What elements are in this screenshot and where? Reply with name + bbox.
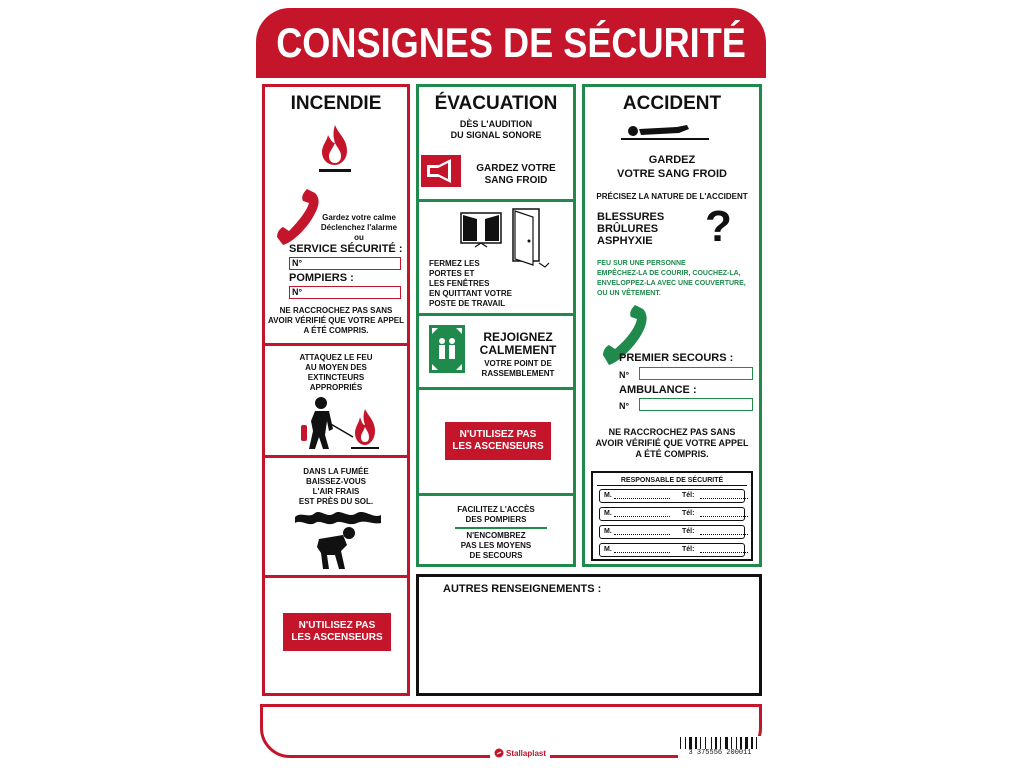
barcode-bar xyxy=(685,737,686,749)
barcode-bar xyxy=(720,737,721,749)
accident-heading: ACCIDENT xyxy=(622,93,722,114)
fire-person-text: FEU SUR UNE PERSONNE EMPÊCHEZ-LA DE COURIR, COUCHEZ-LA, ENVELOPPEZ-LA AVEC UNE COUVERTURE, OU UN VÊTEMENT. xyxy=(597,260,746,297)
divider xyxy=(419,199,573,202)
service-securite-label: SERVICE SÉCURITÉ : xyxy=(289,243,403,255)
flame-icon xyxy=(313,121,357,181)
pompiers-access-text: FACILITEZ L'ACCÈS DES POMPIERS xyxy=(457,505,535,524)
ambulance-label: AMBULANCE : xyxy=(619,384,697,396)
ambulance-field[interactable] xyxy=(639,398,753,411)
brand-logo: Stallaplast xyxy=(490,748,550,758)
pompiers-label: POMPIERS : xyxy=(289,272,354,284)
assembly-point-icon xyxy=(429,325,465,373)
barcode-bar xyxy=(756,737,757,749)
barcode-bar xyxy=(745,737,748,749)
barcode-bar xyxy=(693,737,694,749)
barcode-bar xyxy=(689,737,692,749)
siren-icon xyxy=(421,155,461,187)
incendie-heading: INCENDIE xyxy=(290,93,382,114)
barcode-bar xyxy=(754,737,755,749)
responsable-row[interactable]: M. Tél: xyxy=(599,543,745,557)
incendie-elevator-sign: N'UTILISEZ PAS LES ASCENSEURS xyxy=(283,613,391,651)
incendie-alarm-text: Gardez votre calme Déclenchez l'alarme ou xyxy=(320,213,398,242)
barcode-bar xyxy=(740,737,742,749)
barcode-bar xyxy=(718,737,719,749)
evacuation-elevator-sign: N'UTILISEZ PAS LES ASCENSEURS xyxy=(445,422,551,460)
divider xyxy=(455,527,547,529)
accident-column xyxy=(582,84,762,567)
accident-nature: PRÉCISEZ LA NATURE DE L'ACCIDENT xyxy=(596,192,748,201)
evacuation-calm: GARDEZ VOTRE SANG FROID xyxy=(476,163,556,186)
incendie-warning: NE RACCROCHEZ PAS SANS AVOIR VÉRIFIÉ QUE VOTRE APPEL A ÉTÉ COMPRIS. xyxy=(267,306,405,335)
barcode-bar xyxy=(707,737,710,749)
premier-secours-label: PREMIER SECOURS : xyxy=(619,352,734,364)
barcode-bar xyxy=(700,737,701,749)
barcode-bar xyxy=(705,737,706,749)
divider xyxy=(419,313,573,316)
responsable-securite-box xyxy=(591,471,753,561)
barcode-bar xyxy=(725,737,728,749)
close-doors-text: FERMEZ LES PORTES ET LES FENÊTRES EN QUITTANT VOTRE POSTE DE TRAVAIL xyxy=(429,259,512,308)
service-securite-field[interactable]: N° xyxy=(289,257,401,270)
barcode-bar xyxy=(743,737,744,749)
divider xyxy=(419,387,573,390)
safety-poster xyxy=(256,8,766,760)
premier-number-prefix: N° xyxy=(619,370,630,380)
barcode xyxy=(678,736,762,758)
barcode-bar xyxy=(736,737,737,749)
premier-secours-field[interactable] xyxy=(639,367,753,380)
barcode-bars xyxy=(680,737,761,749)
barcode-bar xyxy=(758,737,760,749)
accident-types: BLESSURES BRÛLURES ASPHYXIE xyxy=(597,211,665,247)
poster-title: CONSIGNES DE SÉCURITÉ xyxy=(276,19,746,66)
barcode-bar xyxy=(695,737,697,749)
barcode-bar xyxy=(698,737,699,749)
injured-person-icon xyxy=(621,121,709,143)
divider xyxy=(265,343,407,346)
responsable-row[interactable]: M. Tél: xyxy=(599,489,745,503)
responsable-title: RESPONSABLE DE SÉCURITÉ xyxy=(620,477,724,484)
question-mark: ? xyxy=(705,202,732,251)
evacuation-column xyxy=(416,84,576,567)
divider xyxy=(265,455,407,458)
accident-calm: GARDEZ VOTRE SANG FROID xyxy=(616,154,727,180)
evacuation-heading: ÉVACUATION xyxy=(434,93,558,114)
barcode-bar xyxy=(733,737,735,749)
evacuation-sub: DÈS L'AUDITION DU SIGNAL SONORE xyxy=(450,119,542,140)
barcode-bar xyxy=(729,737,730,749)
divider xyxy=(265,575,407,578)
rejoin-title: REJOIGNEZ CALMEMENT xyxy=(479,330,557,357)
attack-fire-text: ATTAQUEZ LE FEU AU MOYEN DES EXTINCTEURS APPROPRIÉS xyxy=(299,353,373,392)
autres-renseignements-box[interactable] xyxy=(416,574,762,696)
barcode-bar xyxy=(687,737,688,749)
barcode-bar xyxy=(702,737,704,749)
responsable-row[interactable]: M. Tél: xyxy=(599,507,745,521)
brand-logo-icon xyxy=(494,748,504,758)
barcode-bar xyxy=(682,737,684,749)
barcode-bar xyxy=(731,737,732,749)
title-banner xyxy=(256,8,766,78)
accident-warning: NE RACCROCHEZ PAS SANS AVOIR VÉRIFIÉ QUE VOTRE APPEL A ÉTÉ COMPRIS. xyxy=(595,427,749,459)
responsable-row[interactable]: M. Tél: xyxy=(599,525,745,539)
barcode-bar xyxy=(751,737,753,749)
barcode-bar xyxy=(738,737,739,749)
autres-label: AUTRES RENSEIGNEMENTS : xyxy=(443,583,602,595)
phone-icon xyxy=(591,303,651,375)
ambulance-number-prefix: N° xyxy=(619,401,630,411)
divider xyxy=(419,493,573,496)
crouching-person-icon xyxy=(291,511,387,575)
barcode-bar xyxy=(749,737,750,749)
incendie-column xyxy=(262,84,410,696)
barcode-bar xyxy=(715,737,717,749)
barcode-bar xyxy=(722,737,724,749)
no-block-text: N'ENCOMBREZ PAS LES MOYENS DE SECOURS xyxy=(460,531,532,560)
barcode-bar xyxy=(680,737,681,749)
pompiers-field[interactable]: N° xyxy=(289,286,401,299)
extinguisher-person-icon xyxy=(295,395,385,451)
barcode-number: 3 375556 200011 xyxy=(688,749,752,757)
barcode-bar xyxy=(713,737,714,749)
rejoin-sub: VOTRE POINT DE RASSEMBLEMENT xyxy=(481,359,555,378)
smoke-text: DANS LA FUMÉE BAISSEZ-VOUS L'AIR FRAIS EST PRÈS DU SOL. xyxy=(298,467,374,506)
barcode-bar xyxy=(711,737,712,749)
